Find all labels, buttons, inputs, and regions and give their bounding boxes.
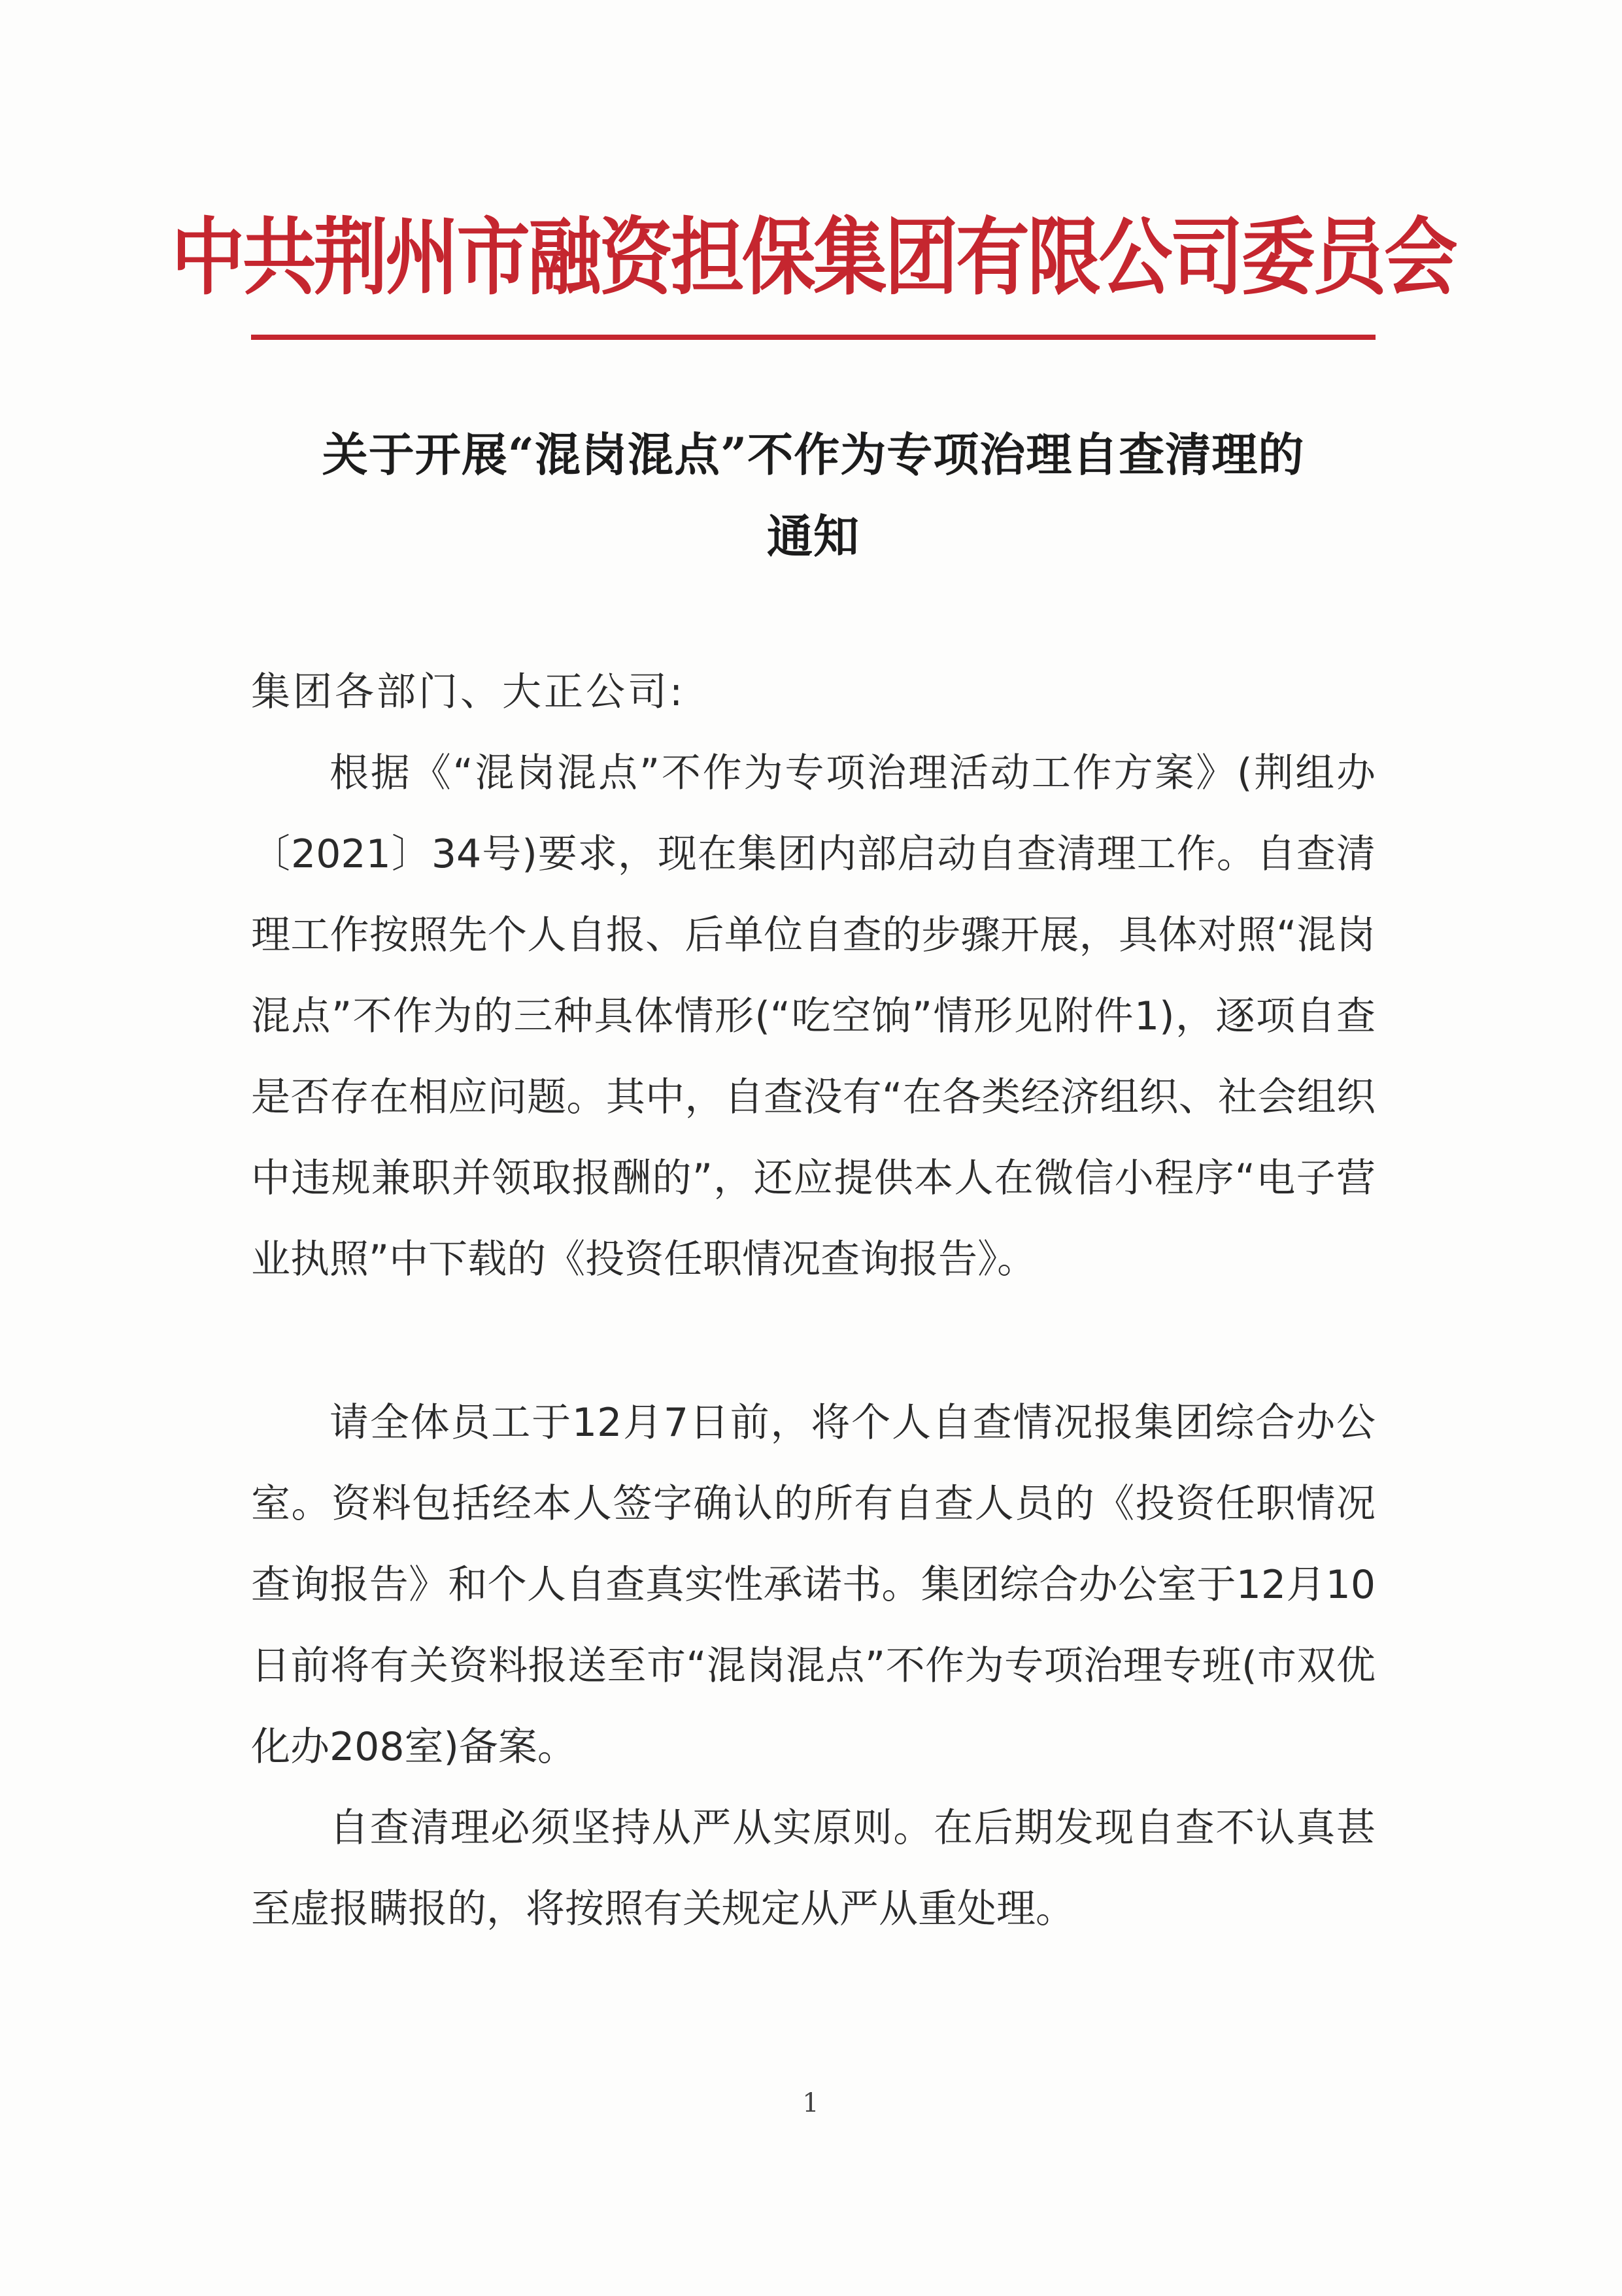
header-red-rule (251, 335, 1376, 340)
body-paragraph-3 (251, 1788, 1376, 1950)
body-paragraph-3-text: 自查清理必须坚持从严从实原则。在后期发现自查不认真甚至虚报瞒报的，将按照有关规定从严从重处理。 (251, 1805, 1376, 1932)
body-paragraph-1-text: 根据《“混岗混点”不作为专项治理活动工作方案》(荆组办〔2021〕34号)要求，现在集团内部启动自查清理工作。自查清理工作按照先个人自报、后单位自查的步骤开展，具体对照“混岗混点”不作为的三种具体情形(“吃空饷”情形见附件1)，逐项自查是否存在相应问题。其中，自查没有“在各类经济组织、社会组织中违规兼职并领取报酬的”，还应提供本人在微信小程序“电子营业执照”中下载的《投资任职情况查询报告》。 (251, 750, 1376, 1282)
body-paragraph-2 (251, 1382, 1376, 1788)
document-title-line-2: 通知 (767, 509, 860, 563)
body-paragraph-1 (251, 733, 1376, 1300)
document-title-line-1: 关于开展“混岗混点”不作为专项治理自查清理的 (322, 427, 1305, 482)
issuing-organization-header: 中共荆州市融资担保集团有限公司委员会 (171, 208, 1456, 307)
salutation: 集团各部门、大正公司: (251, 669, 686, 715)
body-paragraph-2-text: 请全体员工于12月7日前，将个人自查情况报集团综合办公室。资料包括经本人签字确认的所有自查人员的《投资任职情况查询报告》和个人自查真实性承诺书。集团综合办公室于12月10日前将有关资料报送至市“混岗混点”不作为专项治理专班(市双优化办208室)备案。 (251, 1400, 1376, 1770)
page-number: 1 (802, 2088, 819, 2118)
